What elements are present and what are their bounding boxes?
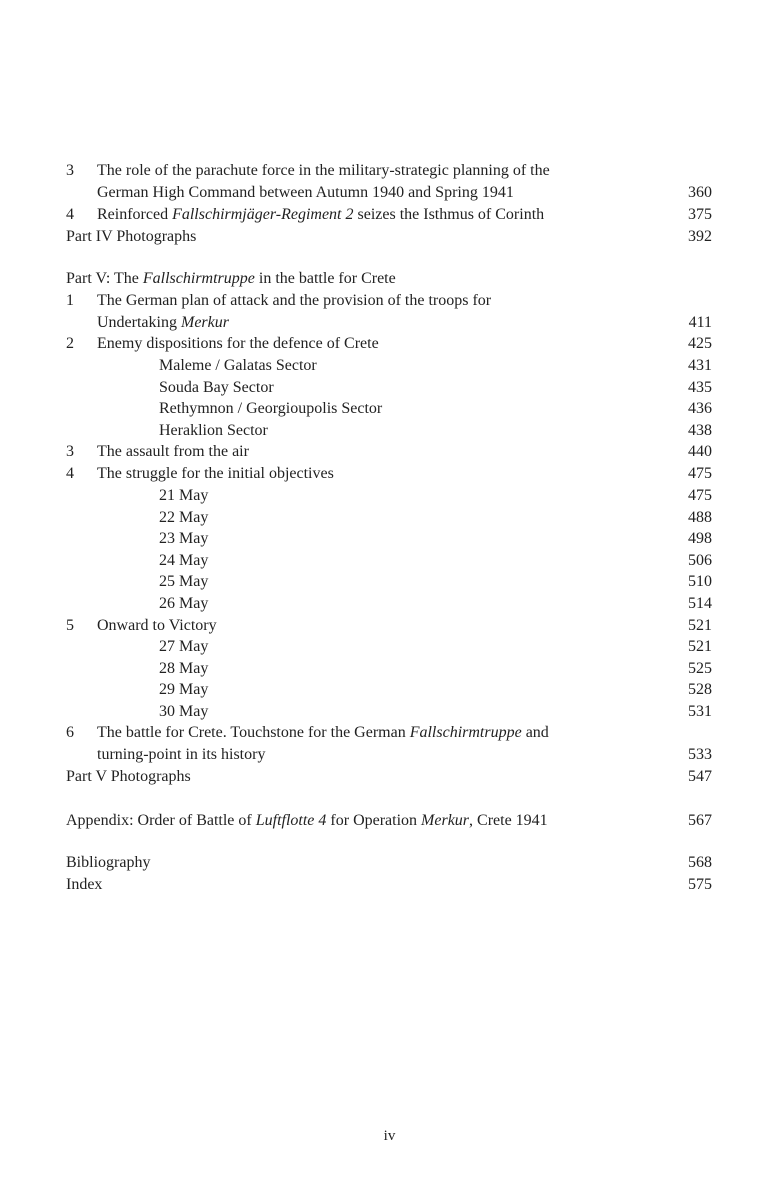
toc-entry-title: Onward to Victory: [97, 617, 217, 634]
toc-entry-title: German High Command between Autumn 1940 and Spring 1941: [97, 184, 514, 201]
toc-page-number: 488: [688, 509, 712, 526]
toc-entry-title: 23 May: [159, 530, 209, 547]
toc-entry-title: Part V Photographs: [66, 768, 191, 785]
toc-chapter-number: 4: [66, 465, 74, 482]
toc-entry-title: The assault from the air: [97, 443, 249, 460]
toc-entry-title: Heraklion Sector: [159, 422, 268, 439]
toc-entry-title: The German plan of attack and the provision of the troops for: [97, 292, 492, 309]
toc-entry-title: 27 May: [159, 638, 209, 655]
toc-chapter-number: 3: [66, 443, 74, 460]
toc-page-number: 475: [688, 465, 712, 482]
toc-entry-title: 22 May: [159, 509, 209, 526]
toc-page-number: 375: [688, 206, 712, 223]
toc-entry-title: Bibliography: [66, 854, 151, 871]
toc-entry-title: Reinforced Fallschirmjäger-Regiment 2 seizes the Isthmus of Corinth: [97, 206, 545, 223]
toc-entry-title: 28 May: [159, 660, 209, 677]
toc-entry-title: Part V: The Fallschirmtruppe in the battle for Crete: [66, 270, 396, 287]
toc-entry-title: Souda Bay Sector: [159, 379, 274, 396]
toc-page-number: 521: [688, 638, 712, 655]
toc-page-number: 411: [688, 314, 712, 331]
toc-chapter-number: 4: [66, 206, 74, 223]
toc-page-number: 431: [688, 357, 712, 374]
page-number: iv: [383, 1128, 396, 1144]
toc-entry-title: Enemy dispositions for the defence of Crete: [97, 335, 379, 352]
toc-entry-title: 26 May: [159, 595, 209, 612]
toc-page-number: 506: [688, 552, 712, 569]
toc-page-number: 521: [688, 617, 712, 634]
toc-entry-title: The role of the parachute force in the military-strategic planning of the: [97, 162, 550, 179]
toc-page-number: 436: [688, 400, 712, 417]
toc-entry-title: 25 May: [159, 573, 209, 590]
toc-chapter-number: 2: [66, 335, 74, 352]
toc-chapter-number: 3: [66, 162, 74, 179]
toc-chapter-number: 1: [66, 292, 74, 309]
toc-page-number: 498: [688, 530, 712, 547]
toc-entry-title: 24 May: [159, 552, 209, 569]
toc-page-number: 475: [688, 487, 712, 504]
toc-page-number: 568: [688, 854, 712, 871]
toc-page-number: 435: [688, 379, 712, 396]
toc-page-number: 528: [688, 681, 712, 698]
toc-page-number: 567: [688, 812, 712, 829]
toc-page-number: 525: [688, 660, 712, 677]
toc-entry-title: Rethymnon / Georgioupolis Sector: [159, 400, 383, 417]
toc-entry-title: Maleme / Galatas Sector: [159, 357, 317, 374]
toc-page-number: 575: [688, 876, 712, 893]
toc-page-number: 440: [688, 443, 712, 460]
toc-chapter-number: 6: [66, 724, 74, 741]
toc-entry-title: Index: [66, 876, 103, 893]
toc-page-number: 510: [688, 573, 712, 590]
toc-chapter-number: 5: [66, 617, 74, 634]
toc-entry-title: 21 May: [159, 487, 209, 504]
toc-entry-title: 30 May: [159, 703, 209, 720]
toc-page-number: 425: [688, 335, 712, 352]
toc-entry-title: turning-point in its history: [97, 746, 266, 763]
toc-entry-title: The battle for Crete. Touchstone for the German Fallschirmtruppe and: [97, 724, 549, 741]
toc-page-number: 438: [688, 422, 712, 439]
toc-entry-title: Undertaking Merkur: [97, 314, 229, 331]
toc-entry-title: The struggle for the initial objectives: [97, 465, 334, 482]
toc-page-number: 392: [688, 228, 712, 245]
toc-page-number: 533: [688, 746, 712, 763]
toc-entry-title: Part IV Photographs: [66, 228, 197, 245]
toc-page-number: 531: [688, 703, 712, 720]
toc-page-number: 360: [688, 184, 712, 201]
toc-entry-title: 29 May: [159, 681, 209, 698]
toc-entry-title: Appendix: Order of Battle of Luftflotte 4 for Operation Merkur, Crete 1941: [66, 812, 548, 829]
toc-page-number: 514: [688, 595, 712, 612]
toc-page-number: 547: [688, 768, 712, 785]
